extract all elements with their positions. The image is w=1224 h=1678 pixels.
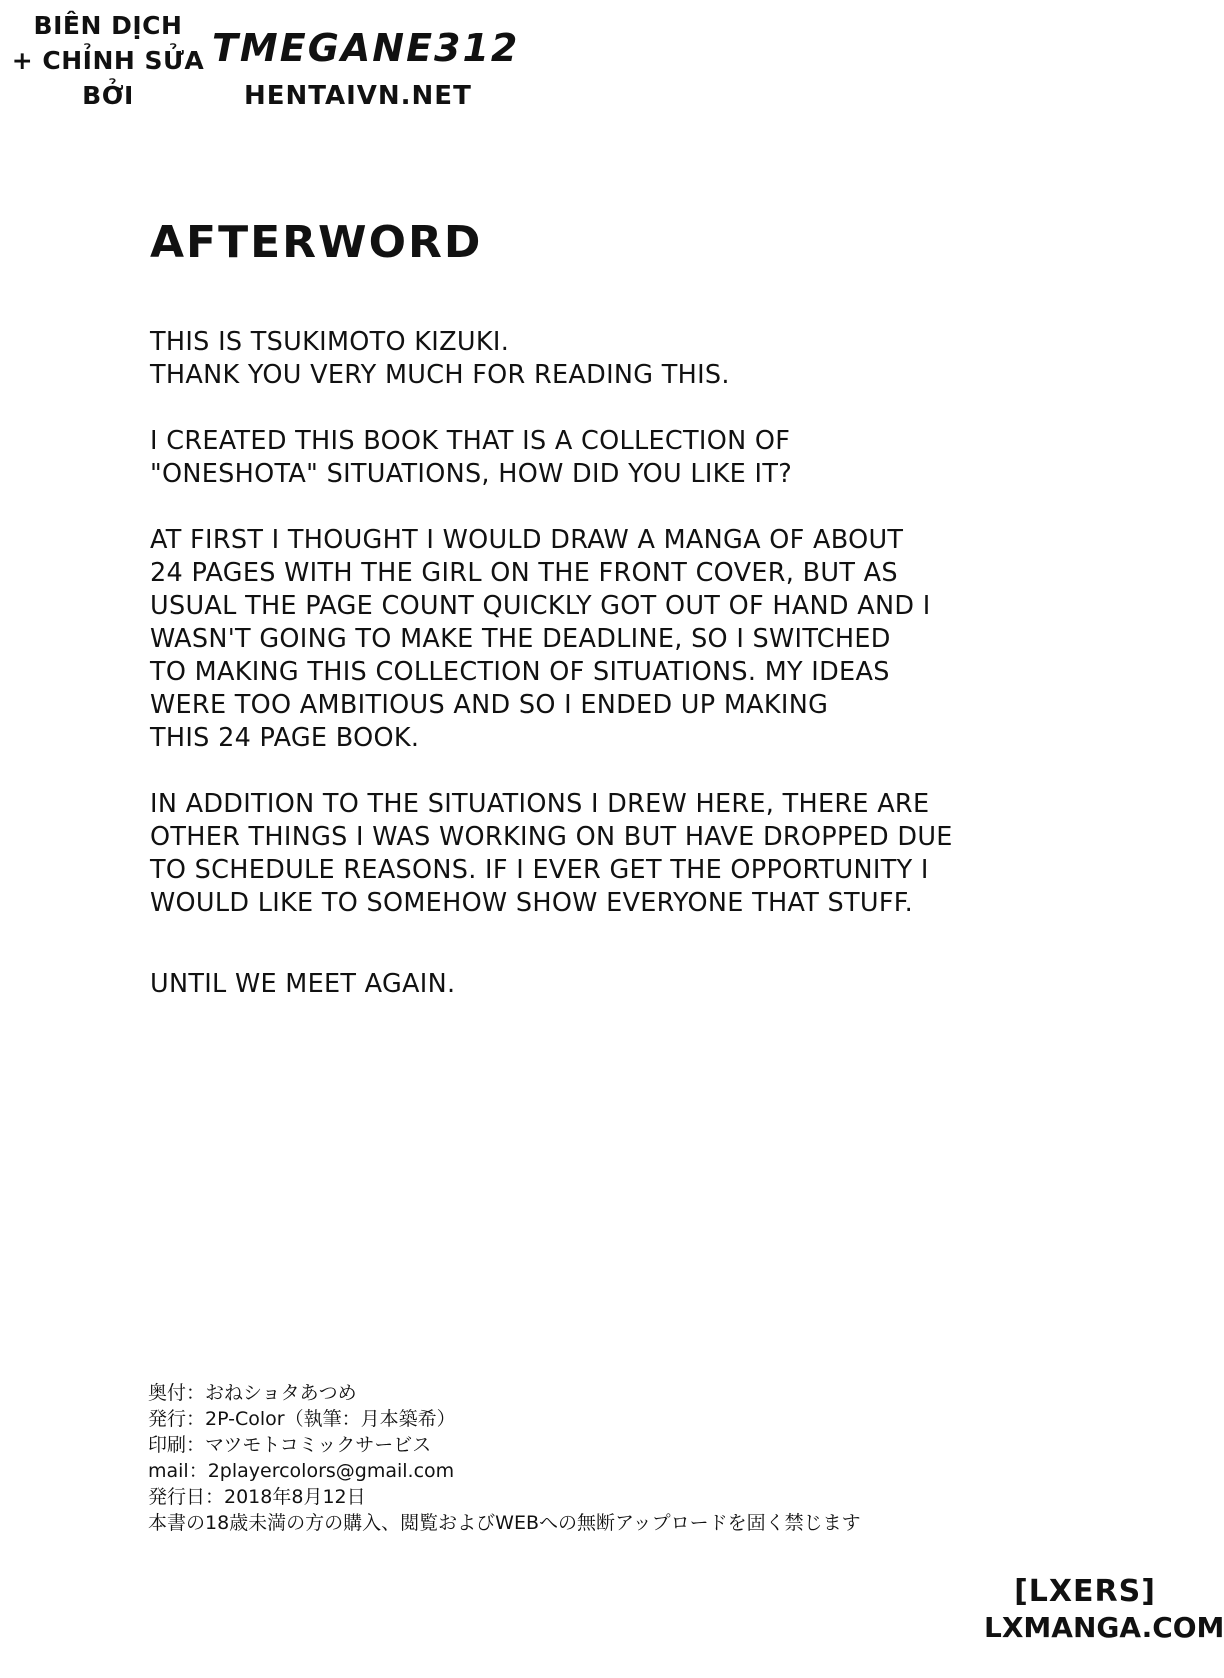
translator-name: TMEGANE312 <box>212 26 520 70</box>
paragraph <box>150 788 1030 920</box>
text-line: USUAL THE PAGE COUNT QUICKLY GOT OUT OF HAND AND I <box>150 591 931 621</box>
translator-site: HENTAIVN.NET <box>244 81 472 111</box>
colophon-title: 奥付：おねショタあつめ <box>148 1382 357 1404</box>
colophon-notice: 本書の18歳未満の方の購入、閲覧およびWEBへの無断アップロードを固く禁じます <box>148 1512 861 1534</box>
credit-label-line: BỞI <box>82 81 134 110</box>
footer-site: LXMANGA.COM <box>984 1611 1224 1644</box>
closing-line: UNTIL WE MEET AGAIN. <box>150 969 456 999</box>
text-line: AT FIRST I THOUGHT I WOULD DRAW A MANGA OF ABOUT <box>150 525 904 555</box>
text-line: 24 PAGES WITH THE GIRL ON THE FRONT COVER, BUT AS <box>150 558 898 588</box>
footer-watermark <box>984 1574 1224 1646</box>
translation-credit-label <box>8 8 208 113</box>
credit-label-line: BIÊN DỊCH <box>33 11 183 40</box>
text-line: "ONESHOTA" SITUATIONS, HOW DID YOU LIKE IT? <box>150 459 793 489</box>
paragraph <box>150 326 1030 392</box>
text-line: IN ADDITION TO THE SITUATIONS I DREW HERE, THERE ARE <box>150 789 930 819</box>
text-line: THIS IS TSUKIMOTO KIZUKI. <box>150 327 510 357</box>
text-line: WOULD LIKE TO SOMEHOW SHOW EVERYONE THAT STUFF. <box>150 888 914 918</box>
colophon-publisher: 発行：2P-Color（執筆：月本築希） <box>148 1408 456 1430</box>
colophon-mail: mail：2playercolors@gmail.com <box>148 1460 455 1482</box>
colophon-printer: 印刷：マツモトコミックサービス <box>148 1434 432 1456</box>
credit-label-line: + CHỈNH SỬA <box>11 46 205 75</box>
text-line: OTHER THINGS I WAS WORKING ON BUT HAVE DROPPED DUE <box>150 822 953 852</box>
page-title: AFTERWORD <box>150 217 483 268</box>
text-line: WASN'T GOING TO MAKE THE DEADLINE, SO I SWITCHED <box>150 624 891 654</box>
text-line: TO SCHEDULE REASONS. IF I EVER GET THE OPPORTUNITY I <box>150 855 929 885</box>
text-line: WERE TOO AMBITIOUS AND SO I ENDED UP MAKING <box>150 690 829 720</box>
footer-tag: [LXERS] <box>1014 1574 1156 1609</box>
paragraph <box>150 524 1030 755</box>
colophon <box>148 1380 861 1536</box>
text-line: THIS 24 PAGE BOOK. <box>150 723 420 753</box>
text-line: THANK YOU VERY MUCH FOR READING THIS. <box>150 360 730 390</box>
paragraph <box>150 425 1030 491</box>
colophon-date: 発行日：2018年8月12日 <box>148 1486 366 1508</box>
text-line: TO MAKING THIS COLLECTION OF SITUATIONS. MY IDEAS <box>150 657 890 687</box>
afterword-body <box>150 326 1030 1001</box>
text-line: I CREATED THIS BOOK THAT IS A COLLECTION OF <box>150 426 791 456</box>
